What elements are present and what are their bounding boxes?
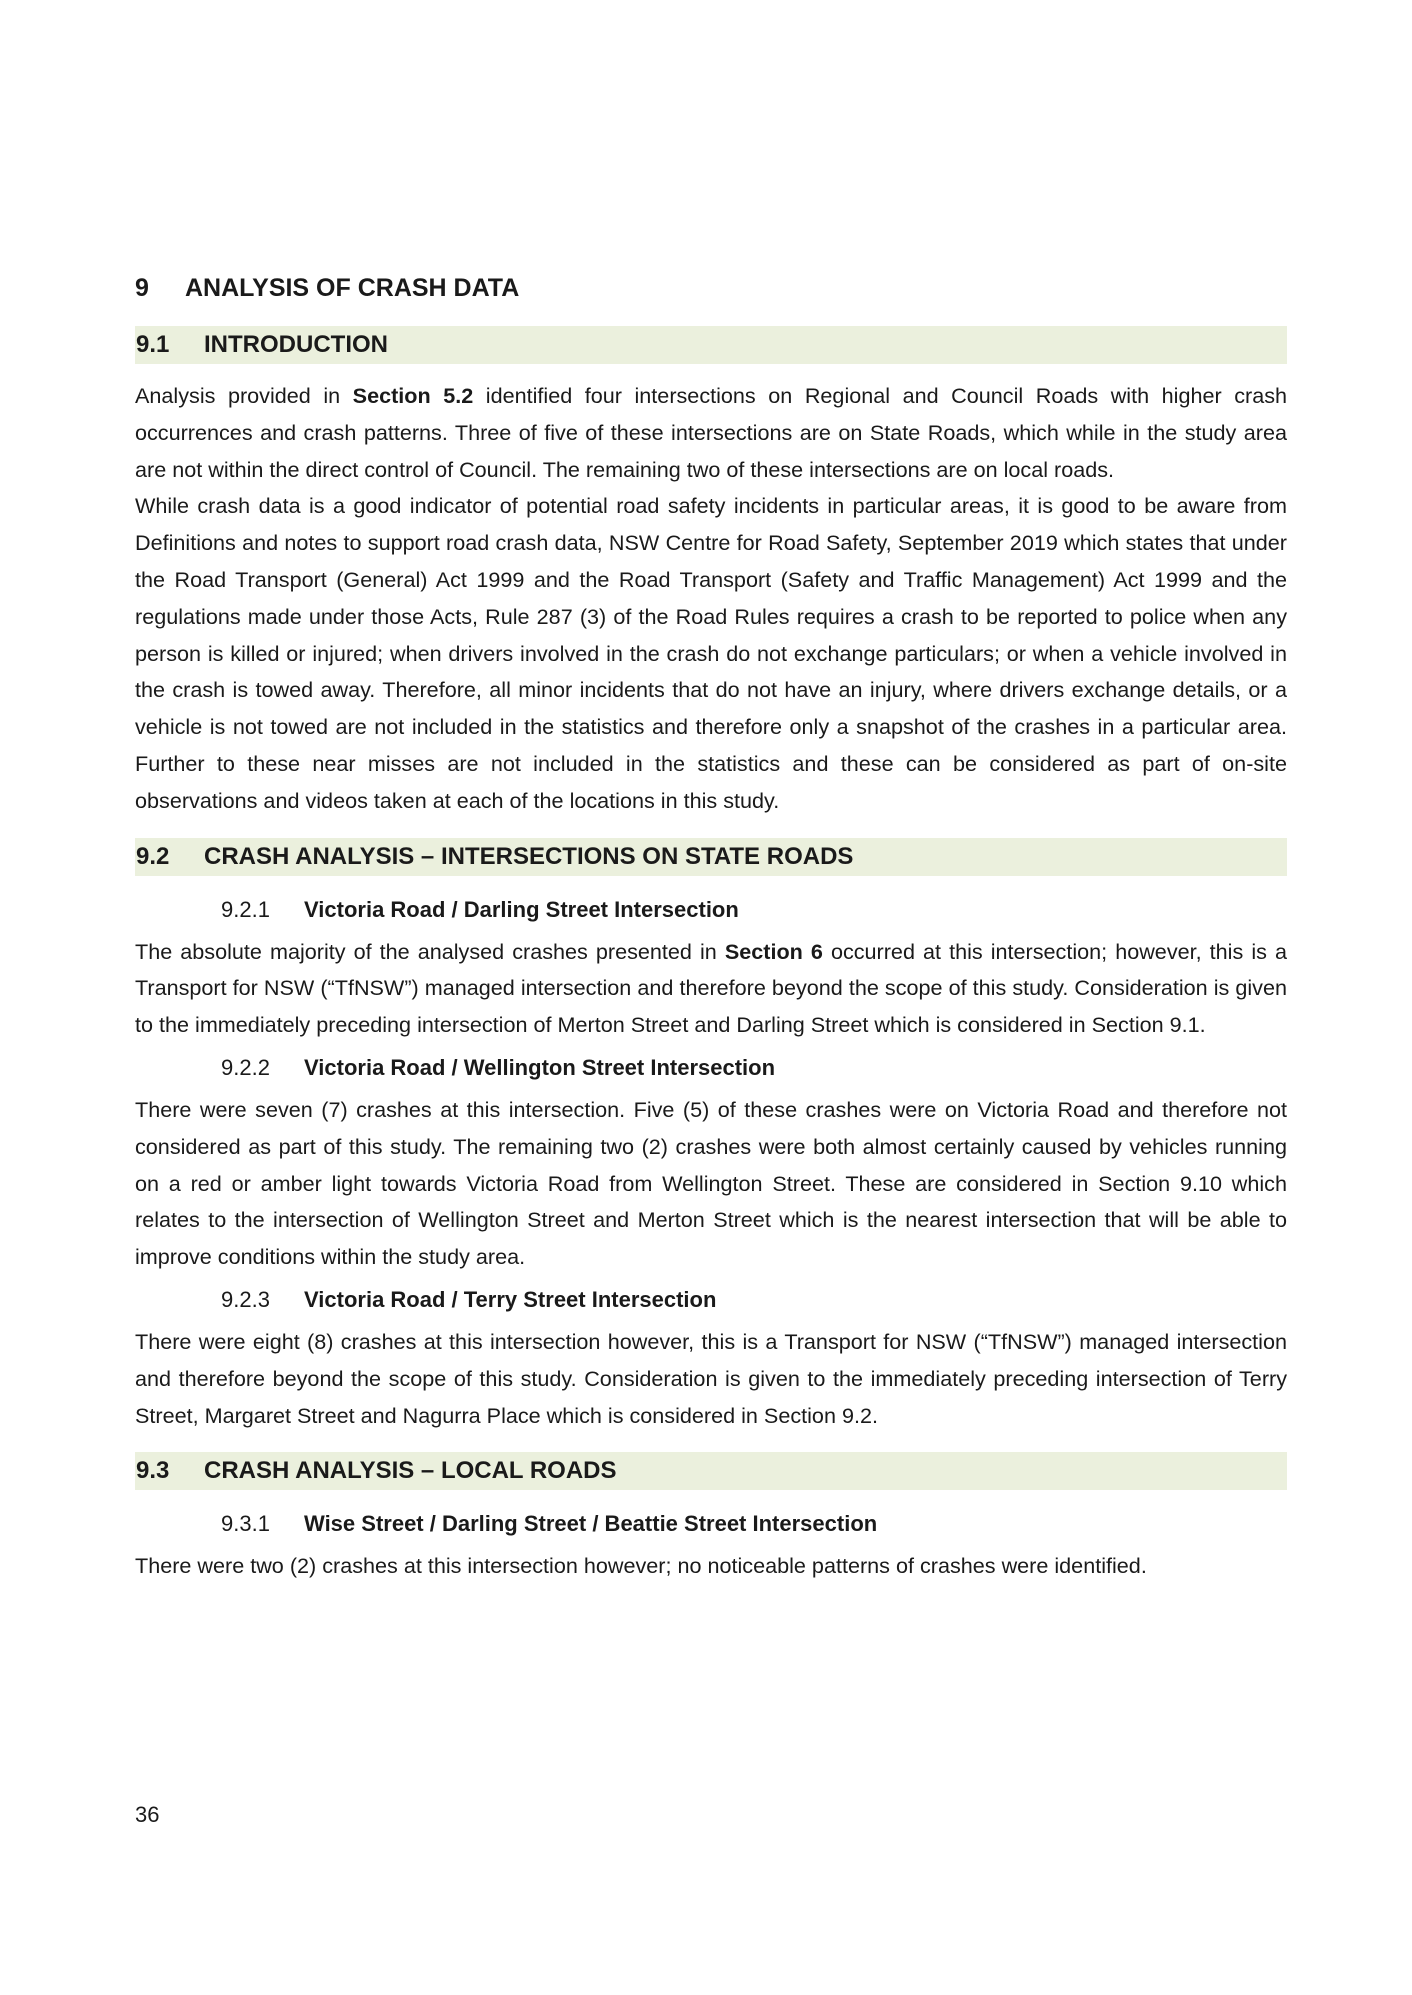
heading-section-9-1 (135, 326, 1287, 364)
heading-section-9-3 (135, 1452, 1287, 1490)
section-number: 9.2 (136, 842, 170, 870)
subsection-number: 9.2.2 (221, 1054, 270, 1080)
section-number: 9.3 (136, 1457, 170, 1485)
section-title: INTRODUCTION (204, 331, 388, 358)
page-content (135, 268, 1287, 1585)
section-title: CRASH ANALYSIS – INTERSECTIONS ON STATE ROADS (204, 842, 854, 870)
heading-section-9-2-2 (135, 1048, 1287, 1088)
subsection-title: Victoria Road / Wellington Street Intersection (304, 1054, 776, 1080)
heading-section-9-2 (135, 838, 1287, 876)
subsection-number: 9.3.1 (221, 1511, 270, 1537)
heading-section-9-2-1 (135, 890, 1287, 930)
paragraph-intro-2: While crash data is a good indicator of potential road safety incidents in particular areas, it is good to be aware from Definitions and notes to support road crash data, NSW Centre for Road Safety, September 2019 which states that under the Road Transport (General) Act 1999 and the Road Transport (Safety and Traffic Management) Act 1999 and the regulations made under those Acts, Rule 287 (3) of the Road Rules requires a crash to be reported to police when any person is killed or injured; when drivers involved in the crash do not exchange particulars; or when a vehicle involved in the crash is towed away. Therefore, all minor incidents that do not have an injury, where drivers exchange details, or a vehicle is not towed are not included in the statistics and therefore only a snapshot of the crashes in a particular area. Further to these near misses are not included in the statistics and these can be considered as part of on-site observations and videos taken at each of the locations in this study. (135, 493, 1287, 813)
section-reference: Section 6 (724, 938, 823, 964)
subsection-number: 9.2.1 (221, 896, 270, 922)
subsection-title: Victoria Road / Terry Street Intersection (304, 1286, 717, 1312)
subsection-title: Wise Street / Darling Street / Beattie Street Intersection (304, 1511, 878, 1537)
paragraph-9-3-1: There were two (2) crashes at this intersection however; no noticeable patterns of crashes were identified. (135, 1553, 1147, 1579)
paragraph-9-2-3: There were eight (8) crashes at this intersection however, this is a Transport for NSW (“TfNSW”) managed intersection and therefore beyond the scope of this study. Consideration is given to the immediately preceding intersection of Terry Street, Margaret Street and Nagurra Place which is considered in Section 9.2. (135, 1328, 1287, 1428)
section-title: ANALYSIS OF CRASH DATA (185, 273, 520, 302)
section-number: 9.1 (136, 331, 170, 358)
subsection-title: Victoria Road / Darling Street Intersection (304, 896, 739, 922)
section-reference: Section 5.2 (352, 383, 474, 408)
heading-section-9-2-3 (135, 1280, 1287, 1320)
paragraph-9-2-2: There were seven (7) crashes at this intersection. Five (5) of these crashes were on Victoria Road and therefore not considered as part of this study. The remaining two (2) crashes were both almost certainly caused by vehicles running on a red or amber light towards Victoria Road from Wellington Street. These are considered in Section 9.10 which relates to the intersection of Wellington Street and Merton Street which is the nearest intersection that will be able to improve conditions within the study area. (135, 1096, 1287, 1270)
subsection-number: 9.2.3 (221, 1286, 270, 1312)
section-title: CRASH ANALYSIS – LOCAL ROADS (204, 1457, 617, 1485)
heading-section-9 (135, 268, 1287, 308)
paragraph-9-2-1: The absolute majority of the analysed crashes presented in Section 6 occurred at this intersection; however, this is a Transport for NSW (“TfNSW”) managed intersection and therefore beyond the scope of this study. Consideration is given to the immediately preceding intersection of Merton Street and Darling Street which is considered in Section 9.1. (135, 938, 1287, 1038)
section-number: 9 (135, 273, 149, 302)
heading-section-9-3-1 (135, 1504, 1287, 1544)
paragraph-intro-1: Analysis provided in Section 5.2 identified four intersections on Regional and Council Roads with higher crash occurrences and crash patterns. Three of five of these intersections are on State Roads, which while in the study area are not within the direct control of Council. The remaining two of these intersections are on local roads. (135, 383, 1288, 482)
page-number: 36 (135, 1802, 160, 1827)
